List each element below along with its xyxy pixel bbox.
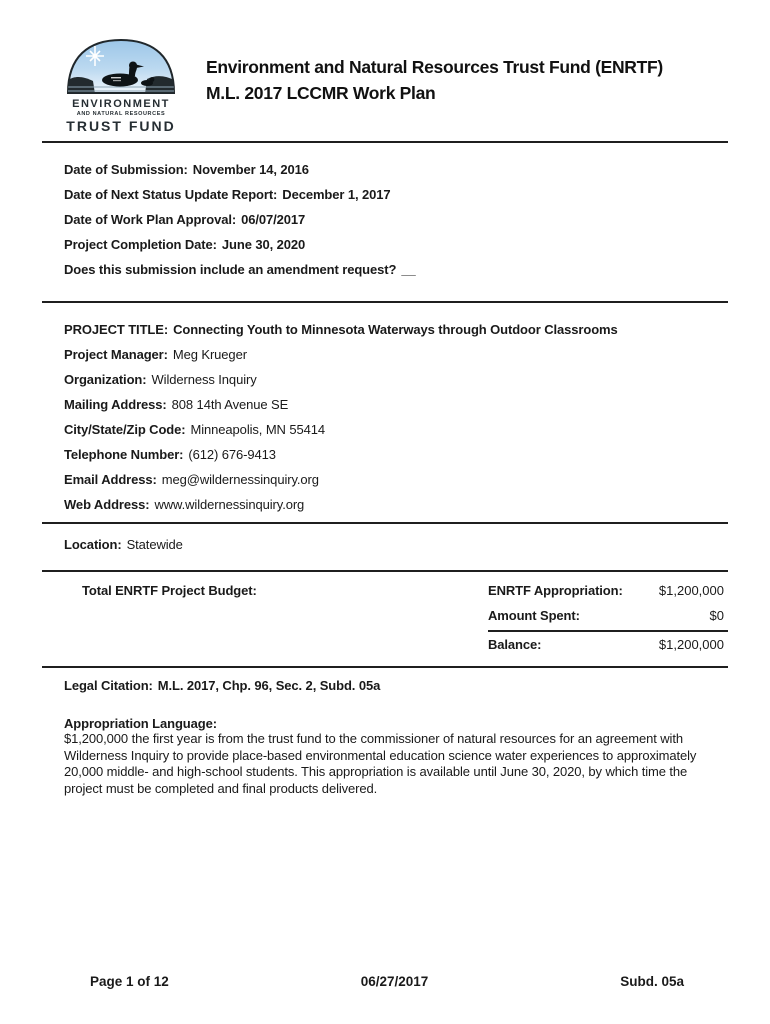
appropriation-language-heading: Appropriation Language: (64, 716, 217, 731)
date-of-next-status-update: Date of Next Status Update Report: December 1, 2017 (64, 187, 391, 202)
project-completion-date: Project Completion Date: June 30, 2020 (64, 237, 306, 252)
footer-subdivision: Subd. 05a (620, 974, 684, 989)
web-address: Web Address: www.wildernessinquiry.org (64, 497, 305, 512)
budget-table (42, 572, 728, 652)
footer-page-number: Page 1 of 12 (90, 974, 169, 989)
document-title-line2: M.L. 2017 LCCMR Work Plan (206, 83, 436, 103)
project-title: PROJECT TITLE: Connecting Youth to Minnesota Waterways through Outdoor Classrooms (64, 322, 618, 337)
project-manager: Project Manager: Meg Krueger (64, 347, 247, 362)
document-header (42, 0, 728, 134)
dates-section (42, 143, 728, 277)
document-title-line1: Environment and Natural Resources Trust Fund (ENRTF) (206, 57, 663, 77)
date-of-submission: Date of Submission: November 14, 2016 (64, 162, 309, 177)
project-info-section (42, 303, 728, 512)
budget-amounts (488, 583, 728, 652)
loon-lake-icon (65, 36, 177, 96)
title-block (206, 36, 663, 134)
city-state-zip: City/State/Zip Code: Minneapolis, MN 55414 (64, 422, 325, 437)
total-project-budget-label: Total ENRTF Project Budget: (82, 583, 257, 598)
page-footer (42, 974, 728, 989)
date-of-work-plan-approval: Date of Work Plan Approval: 06/07/2017 (64, 212, 306, 227)
enrtf-logo (62, 36, 180, 134)
legal-citation: Legal Citation: M.L. 2017, Chp. 96, Sec. 2, Subd. 05a (64, 678, 381, 693)
telephone-number: Telephone Number: (612) 676-9413 (64, 447, 276, 462)
budget-row-appropriation: ENRTF Appropriation: $1,200,000 (488, 583, 728, 598)
location-section (42, 524, 728, 552)
appropriation-amount: $1,200,000 (658, 583, 724, 598)
location: Location: Statewide (64, 537, 183, 552)
budget-row-amount-spent: Amount Spent: $0 (488, 608, 728, 623)
logo-text-environment: ENVIRONMENT (72, 98, 170, 110)
amount-spent-value: $0 (709, 608, 724, 623)
budget-row-balance: Balance: $1,200,000 (488, 630, 728, 652)
footer-date: 06/27/2017 (360, 974, 429, 989)
email-address: Email Address: meg@wildernessinquiry.org (64, 472, 319, 487)
balance-amount: $1,200,000 (658, 637, 724, 652)
amendment-request-question: Does this submission include an amendment request? __ (64, 262, 416, 277)
appropriation-language-body: $1,200,000 the first year is from the trust fund to the commissioner of natural resources for an agreement with Wilderness Inquiry to provide place-based environmental education science water experiences to approximately 20,000 middle- and high-school students. This appropriation is available until June 30, 2020, by which time the project must be completed and final products delivered. (64, 731, 697, 796)
legal-citation-section (42, 668, 728, 693)
mailing-address: Mailing Address: 808 14th Avenue SE (64, 397, 289, 412)
logo-text-trust-fund: TRUST FUND (66, 118, 176, 134)
organization: Organization: Wilderness Inquiry (64, 372, 257, 387)
logo-text-and-natural-resources: AND NATURAL RESOURCES (76, 111, 166, 117)
